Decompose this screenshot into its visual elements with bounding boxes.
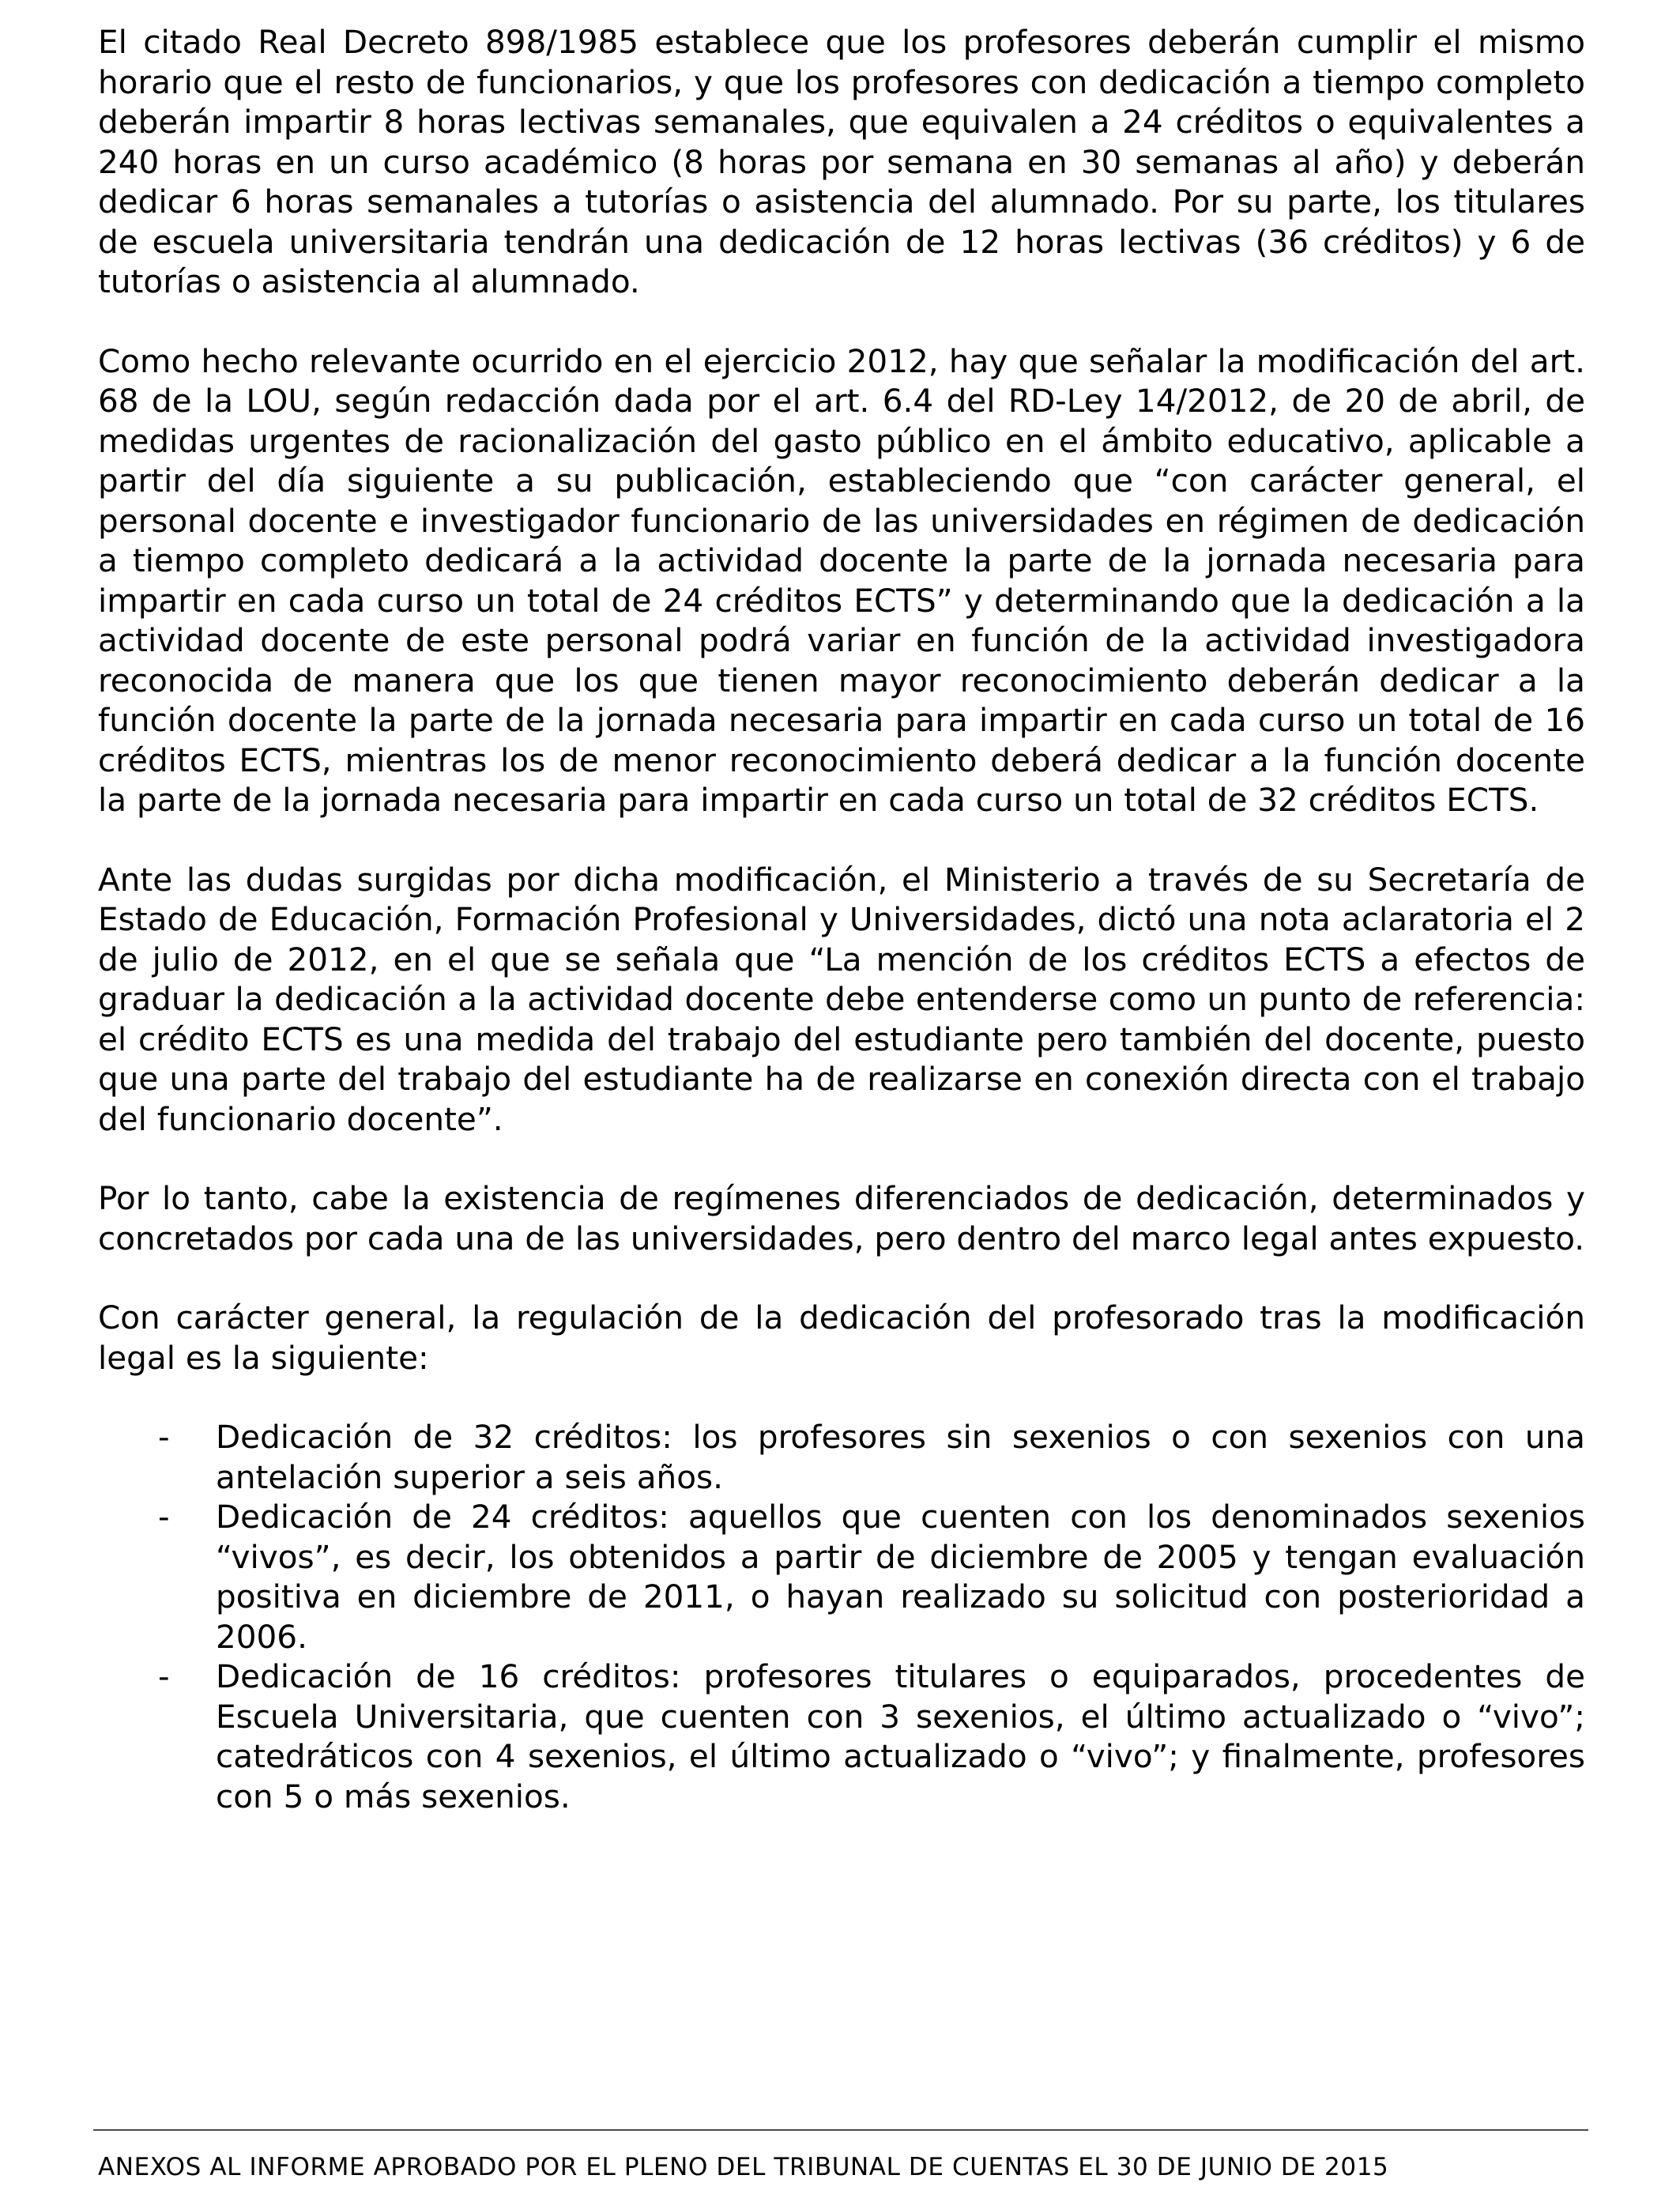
list-bullet: - (158, 1498, 170, 1536)
list-item-text: Dedicación de 16 créditos: profesores titulares o equiparados, procedentes de Escuela Universitaria, que cuenten con 3 sexenios, el último actualizado o “vivo”; catedráticos con 4 sexenios, el último actualizado o “vivo”; y finalmente, profesores con 5 o más sexenios. (216, 1657, 1585, 1815)
paragraph-modificacion-lou: Como hecho relevante ocurrido en el ejercicio 2012, hay que señalar la modificación del art. 68 de la LOU, según redacción dada por el art. 6.4 del RD-Ley 14/2012, de 20 de abril, de medidas urgentes de racionalización del gasto público en el ámbito educativo, aplicable a partir del día siguiente a su publicación, estableciendo que “con carácter general, el personal docente e investigador funcionario de las universidades en régimen de dedicación a tiempo completo dedicará a la actividad docente la parte de la jornada necesaria para impartir en cada curso un total de 24 créditos ECTS” y determinando que la dedicación a la actividad docente de este personal podrá variar en función de la actividad investigadora reconocida de manera que los que tienen mayor reconocimiento deberán dedicar a la función docente la parte de la jornada necesaria para impartir en cada curso un total de 16 créditos ECTS, mientras los de menor reconocimiento deberá dedicar a la función docente la parte de la jornada necesaria para impartir en cada curso un total de 32 créditos ECTS. (98, 341, 1585, 819)
list-bullet: - (158, 1657, 170, 1695)
page-footer: ANEXOS AL INFORME APROBADO POR EL PLENO DEL TRIBUNAL DE CUENTAS EL 30 DE JUNIO DE 2015 (98, 2153, 1389, 2181)
footer-divider (93, 2129, 1588, 2131)
dedication-list (98, 1417, 1585, 1816)
list-item (98, 1657, 1585, 1816)
document-body (98, 22, 1585, 1816)
paragraph-nota-aclaratoria: Ante las dudas surgidas por dicha modificación, el Ministerio a través de su Secretaría de Estado de Educación, Formación Profesional y Universidades, dictó una nota aclaratoria el 2 de julio de 2012, en el que se señala que “La mención de los créditos ECTS a efectos de graduar la dedicación a la actividad docente debe entenderse como un punto de referencia: el crédito ECTS es una medida del trabajo del estudiante pero también del docente, puesto que una parte del trabajo del estudiante ha de realizarse en conexión directa con el trabajo del funcionario docente”. (98, 860, 1585, 1138)
paragraph-regimenes: Por lo tanto, cabe la existencia de regímenes diferenciados de dedicación, determinados y concretados por cada una de las universidades, pero dentro del marco legal antes expuesto. (98, 1179, 1585, 1257)
list-item (98, 1497, 1585, 1657)
paragraph-regulacion-intro: Con carácter general, la regulación de la dedicación del profesorado tras la modificación legal es la siguiente: (98, 1299, 1585, 1377)
list-item-text: Dedicación de 32 créditos: los profesores sin sexenios o con sexenios con una antelación superior a seis años. (216, 1418, 1585, 1496)
list-item (98, 1417, 1585, 1497)
list-item-text: Dedicación de 24 créditos: aquellos que cuenten con los denominados sexenios “vivos”, es decir, los obtenidos a partir de diciembre de 2005 y tengan evaluación positiva en diciembre de 2011, o hayan realizado su solicitud con posterioridad a 2006. (216, 1498, 1585, 1656)
paragraph-real-decreto: El citado Real Decreto 898/1985 establece que los profesores deberán cumplir el mismo horario que el resto de funcionarios, y que los profesores con dedicación a tiempo completo deberán impartir 8 horas lectivas semanales, que equivalen a 24 créditos o equivalentes a 240 horas en un curso académico (8 horas por semana en 30 semanas al año) y deberán dedicar 6 horas semanales a tutorías o asistencia del alumnado. Por su parte, los titulares de escuela universitaria tendrán una dedicación de 12 horas lectivas (36 créditos) y 6 de tutorías o asistencia al alumnado. (98, 23, 1585, 300)
list-bullet: - (158, 1418, 170, 1456)
